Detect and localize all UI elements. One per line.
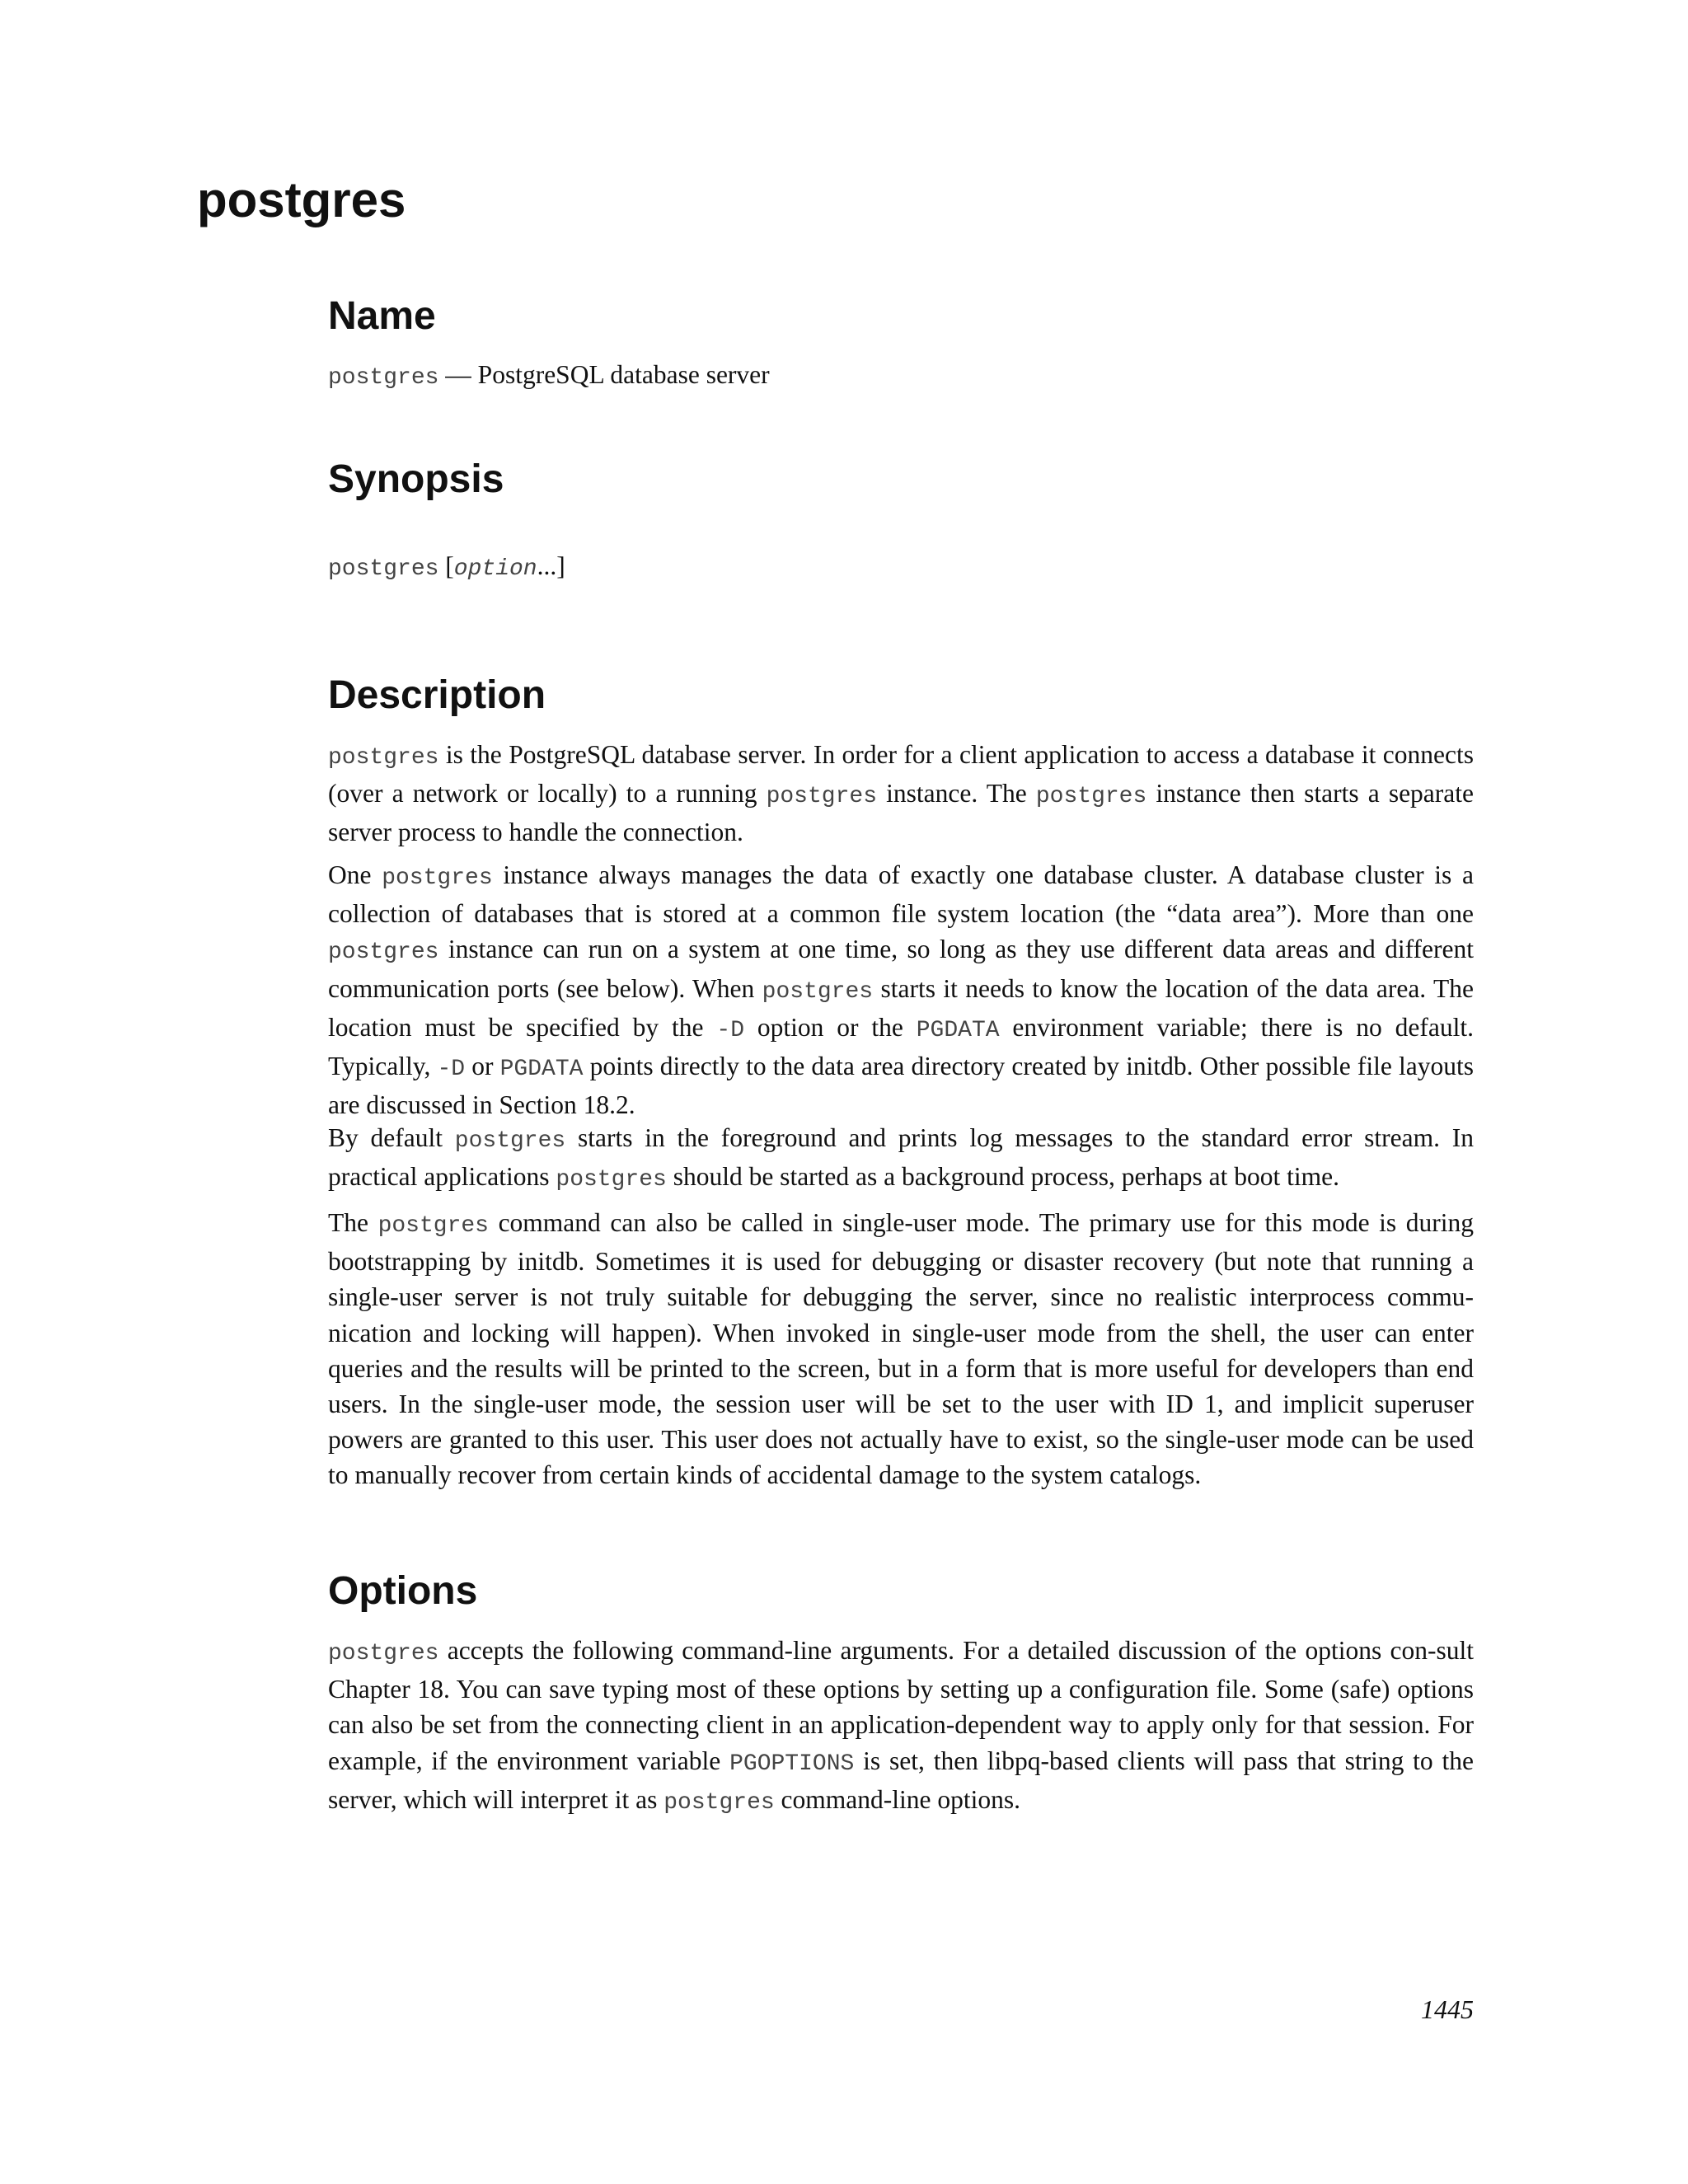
text-run: should be started as a background process, perhaps at boot time. <box>666 1162 1339 1192</box>
text-run: environment variable; there is no default. Typically, <box>328 1012 1474 1081</box>
description-paragraph-2 <box>328 857 1474 1122</box>
name-command: postgres <box>328 365 439 391</box>
inline-command: postgres <box>454 1128 566 1154</box>
inline-command: postgres <box>382 865 493 891</box>
inline-command: postgres <box>766 784 877 810</box>
inline-command: postgres <box>762 978 874 1005</box>
name-heading: Name <box>328 294 436 338</box>
synopsis-open-bracket: [ <box>438 551 454 580</box>
text-run: instance can run on a system at one time, so long as they use different data areas and different communication ports (see below). When <box>328 935 1474 1003</box>
inline-command: postgres <box>328 940 439 966</box>
synopsis-close-bracket: ] <box>556 551 565 580</box>
text-run: or <box>465 1052 500 1081</box>
synopsis-line <box>328 548 565 587</box>
text-run: The <box>328 1208 378 1237</box>
name-line <box>328 357 770 396</box>
text-run: accepts the following command-line arguments. For a detailed discussion of the options con-sult Chapter 18. You can save typing most of these options by setting up a configuration file. Some (safe) options can also be set from the connecting client in an application-dependent way to apply only for that session. For example, if the environment variable <box>328 1636 1474 1775</box>
inline-command: postgres <box>328 745 439 771</box>
inline-command: postgres <box>377 1213 489 1239</box>
description-paragraph-1 <box>328 737 1474 851</box>
text-run: instance then starts a separate server process to handle the connection. <box>328 779 1474 847</box>
text-run: instance always manages the data of exactly one database cluster. A database cluster is a collection of databases that is stored at a common file system location (the “data area”). More than one <box>328 860 1474 929</box>
text-run: One <box>328 860 382 889</box>
text-run: option or the <box>744 1012 917 1042</box>
text-run: points directly to the data area directory created by initdb. Other possible file layouts are discussed in Section 18.2. <box>328 1052 1474 1120</box>
description-paragraph-4 <box>328 1205 1474 1493</box>
page-title: postgres <box>197 172 406 227</box>
text-run: is set, then libpq-based clients will pass that string to the server, which will interpret it as <box>328 1746 1474 1814</box>
options-paragraph-1 <box>328 1633 1474 1821</box>
options-heading: Options <box>328 1569 478 1613</box>
inline-env-var: PGDATA <box>916 1017 1000 1043</box>
inline-command: postgres <box>663 1789 775 1816</box>
name-separator: — <box>438 360 478 389</box>
inline-command: postgres <box>1035 784 1147 810</box>
inline-option: -D <box>437 1057 466 1083</box>
name-purpose: PostgreSQL database server <box>477 360 770 389</box>
inline-env-var: PGDATA <box>499 1057 584 1083</box>
page-number: 1445 <box>1421 1994 1474 2024</box>
inline-option: -D <box>716 1017 744 1043</box>
synopsis-ellipsis: ... <box>537 551 557 580</box>
synopsis-command: postgres <box>328 556 439 582</box>
inline-env-var: PGOPTIONS <box>729 1750 855 1777</box>
text-run: instance. The <box>877 779 1036 808</box>
synopsis-option: option <box>453 556 537 582</box>
inline-command: postgres <box>328 1641 439 1666</box>
synopsis-heading: Synopsis <box>328 457 504 501</box>
inline-command: postgres <box>556 1167 667 1193</box>
description-heading: Description <box>328 673 546 717</box>
text-run: By default <box>328 1123 455 1152</box>
text-run: command-line options. <box>774 1784 1020 1814</box>
description-paragraph-3 <box>328 1120 1474 1197</box>
text-run: starts it needs to know the location of the data area. The location must be specified by the <box>328 973 1474 1042</box>
text-run: starts in the foreground and prints log messages to the standard error stream. In practical applications <box>328 1123 1474 1192</box>
text-run: is the PostgreSQL database server. In order for a client application to access a database it connects (over a network or locally) to a running <box>328 740 1474 808</box>
text-run: command can also be called in single-user mode. The primary use for this mode is during bootstrapping by initdb. Sometimes it is used for debugging or disaster recovery (but note that running a single-user server is not truly suitable for debugging the server, since no realistic interprocess commu-nication and locking will happen). When invoked in single-user mode from the shell, the user can enter queries and the results will be printed to the screen, but in a form that is more useful for developers than end users. In the single-user mode, the session user will be set to the user with ID 1, and implicit superuser powers are granted to this user. This user does not actually have to exist, so the single-user mode can be used to manually recover from certain kinds of accidental damage to the system catalogs. <box>328 1208 1474 1490</box>
